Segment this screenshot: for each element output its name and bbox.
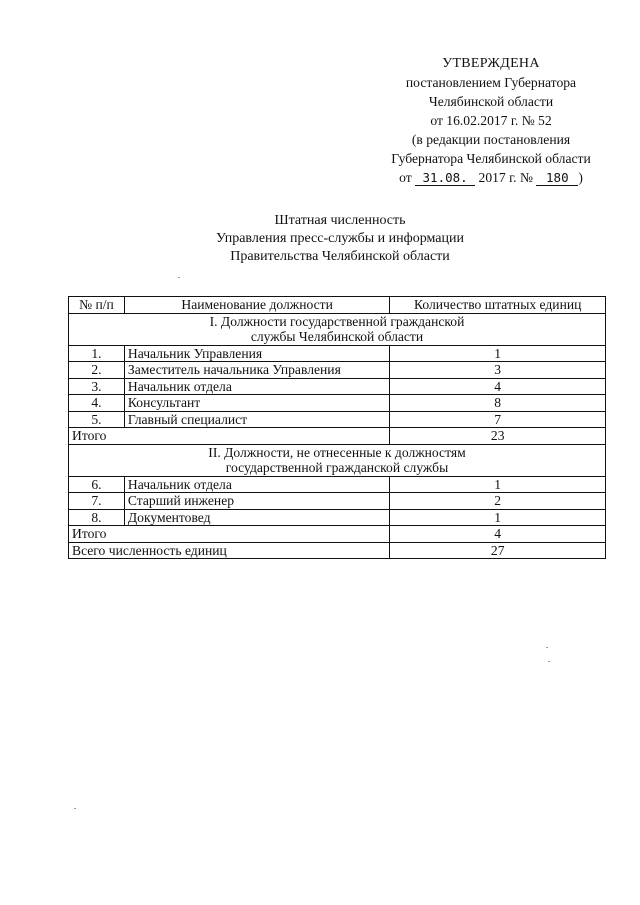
title-line-3: Правительства Челябинской области (230, 249, 450, 264)
row-qty: 8 (390, 395, 606, 412)
row-num: 5. (69, 411, 125, 428)
scan-speck (548, 661, 550, 662)
table-row (69, 411, 606, 428)
section-2-heading (69, 444, 606, 476)
section-1-total-row (69, 428, 606, 445)
row-name: Начальник Управления (124, 345, 390, 362)
table-row (69, 493, 606, 510)
section-1-line-1: I. Должности государственной гражданской (209, 313, 465, 329)
row-num: 8. (69, 509, 125, 526)
scan-speck (178, 277, 180, 278)
total-label: Итого (69, 526, 390, 543)
grand-total-label: Всего численность единиц (69, 542, 390, 559)
header-qty: Количество штатных единиц (390, 297, 606, 314)
table-row (69, 395, 606, 412)
row-qty: 1 (390, 345, 606, 362)
dateline-prefix: от (399, 170, 412, 185)
header-name: Наименование должности (124, 297, 390, 314)
row-num: 6. (69, 476, 125, 493)
approval-block (360, 54, 622, 187)
section-2-line-1: II. Должности, не отнесенные к должностям (208, 444, 466, 460)
row-num: 3. (69, 378, 125, 395)
row-num: 4. (69, 395, 125, 412)
table-row (69, 476, 606, 493)
row-num: 2. (69, 362, 125, 379)
row-qty: 4 (390, 378, 606, 395)
staffing-table (68, 296, 606, 559)
row-name: Главный специалист (124, 411, 390, 428)
dateline-year: 2017 г. № (478, 170, 533, 185)
section-1-line-2: службы Челябинской области (250, 329, 424, 344)
total-label: Итого (69, 428, 390, 445)
row-qty: 3 (390, 362, 606, 379)
row-name: Старший инженер (124, 493, 390, 510)
row-name: Начальник отдела (124, 378, 390, 395)
dateline-close-paren: ) (578, 170, 583, 185)
row-name: Документовед (124, 509, 390, 526)
approval-line-governor: Губернатора Челябинской области (391, 151, 591, 166)
total-value: 4 (390, 526, 606, 543)
section-2-line-2: государственной гражданской службы (225, 460, 449, 475)
table-row (69, 509, 606, 526)
total-value: 23 (390, 428, 606, 445)
handwritten-date: 31.08. (415, 171, 475, 186)
grand-total-value: 27 (390, 542, 606, 559)
scan-speck (546, 647, 548, 648)
row-name: Заместитель начальника Управления (124, 362, 390, 379)
header-num: № п/п (69, 297, 125, 314)
document-title (120, 212, 560, 266)
row-qty: 2 (390, 493, 606, 510)
row-name: Консультант (124, 395, 390, 412)
row-qty: 1 (390, 509, 606, 526)
approval-line-region: Челябинской области (428, 94, 554, 109)
handwritten-number: 180 (536, 171, 578, 186)
approval-line-decree: постановлением Губернатора (405, 75, 577, 90)
row-num: 7. (69, 493, 125, 510)
row-qty: 1 (390, 476, 606, 493)
approval-heading: УТВЕРЖДЕНА (442, 56, 540, 71)
approval-line-edition: (в редакции постановления (411, 132, 571, 147)
table-row (69, 362, 606, 379)
approval-line-original-date: от 16.02.2017 г. № 52 (430, 113, 552, 128)
table-row (69, 345, 606, 362)
row-qty: 7 (390, 411, 606, 428)
title-line-1: Штатная численность (274, 213, 406, 228)
title-line-2: Управления пресс-службы и информации (216, 231, 464, 246)
row-name: Начальник отдела (124, 476, 390, 493)
row-num: 1. (69, 345, 125, 362)
section-2-total-row (69, 526, 606, 543)
grand-total-row (69, 542, 606, 559)
table-header-row (69, 297, 606, 314)
table-row (69, 378, 606, 395)
section-1-heading (69, 313, 606, 345)
scan-speck (74, 808, 76, 809)
approval-amendment-dateline (360, 168, 622, 187)
